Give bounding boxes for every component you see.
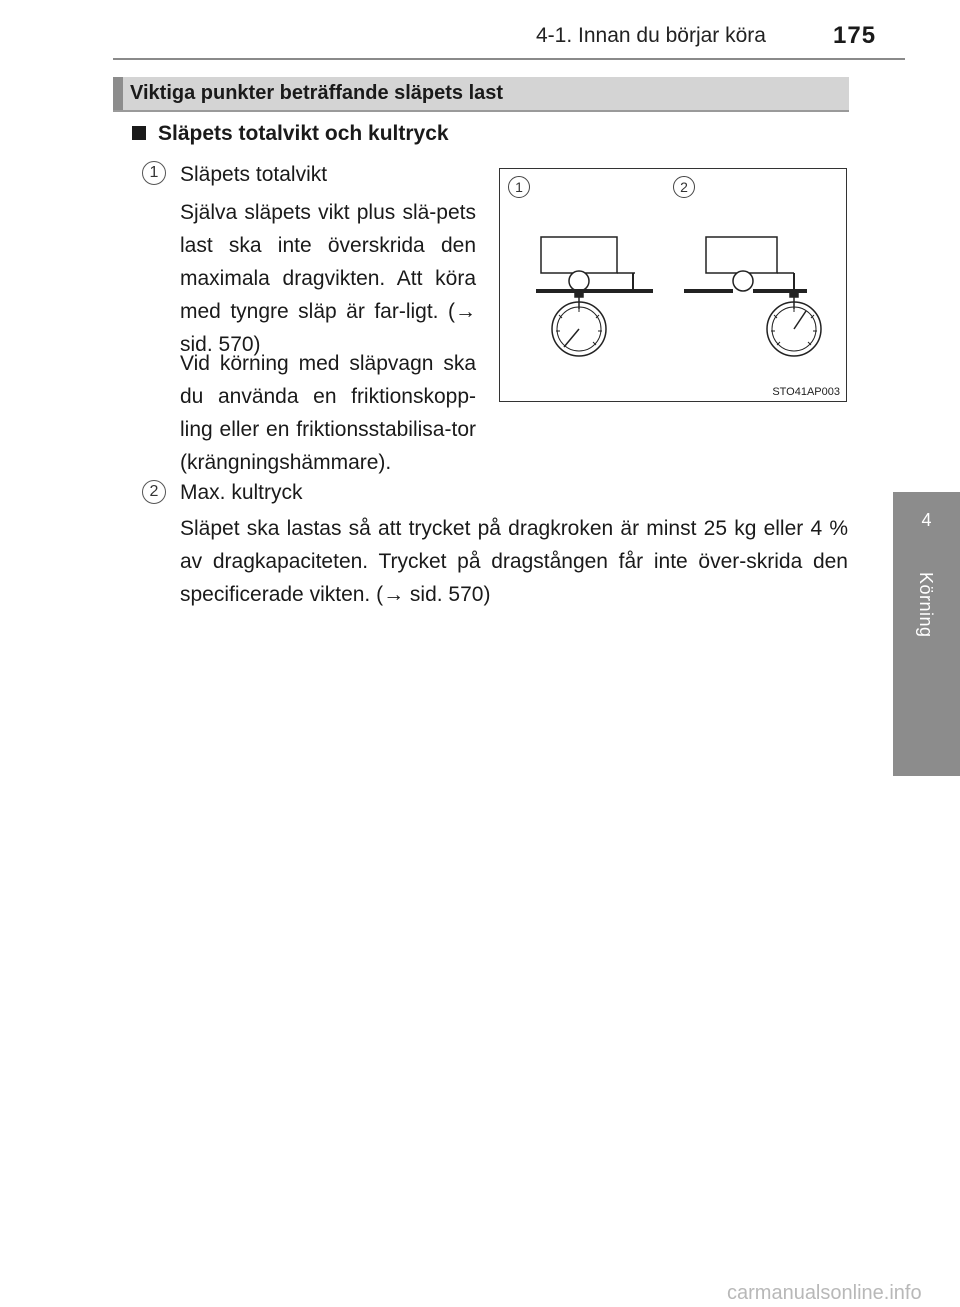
wheel-icon (733, 271, 753, 291)
item-number-badge: 1 (142, 161, 166, 185)
figure-code: STO41AP003 (772, 386, 840, 398)
header-rule (113, 58, 905, 60)
item-paragraph: Släpet ska lastas så att trycket på dragkroken är minst 25 kg eller 4 % av dragkapaciteten. Trycket på dragstången får inte över-skrida den specificerade vikten. (→ sid. 570) (180, 517, 848, 606)
figure-label: 1 (508, 176, 530, 198)
item-title: Max. kultryck (180, 481, 303, 504)
square-bullet-icon (132, 126, 146, 140)
item-title: Släpets totalvikt (180, 163, 328, 186)
wheel-icon (569, 271, 589, 291)
subheading (132, 122, 449, 146)
page-number: 175 (833, 22, 877, 49)
trailer-body-icon (706, 237, 777, 273)
trailer-scale-illustration (500, 169, 845, 400)
figure-label: 2 (673, 176, 695, 198)
trailer-body-icon (541, 237, 617, 273)
chapter-number: 4 (921, 510, 932, 530)
watermark: carmanualsonline.info (727, 1282, 922, 1304)
item-number-badge: 2 (142, 480, 166, 504)
chapter-side-tab[interactable] (893, 492, 960, 776)
item-paragraph: Vid körning med släpvagn ska du använda en friktionskopp-ling eller en friktionsstabilisa-tor (krängningshämmare). (180, 352, 476, 474)
trailer-load-figure (499, 168, 847, 402)
title-accent (113, 77, 123, 110)
section-title-bar (113, 77, 849, 112)
subheading-text: Släpets totalvikt och kultryck (158, 122, 449, 145)
item-paragraph: Själva släpets vikt plus slä-pets last ska inte överskrida den maximala dragvikten. Att köra med tyngre släp är far-ligt. (→ sid. 570) (180, 201, 476, 356)
chapter-label: Körning (916, 572, 936, 638)
section-title: Viktiga punkter beträffande släpets last (130, 82, 504, 104)
header-section-title: 4-1. Innan du börjar köra (536, 24, 766, 47)
